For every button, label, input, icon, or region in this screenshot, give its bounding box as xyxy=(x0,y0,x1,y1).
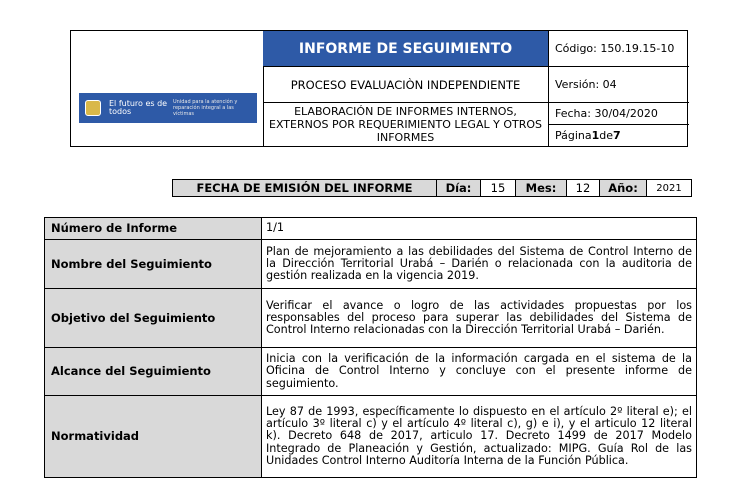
row-value: 1/1 xyxy=(262,218,697,240)
row-key: Objetivo del Seguimiento xyxy=(45,289,262,348)
row-key: Nombre del Seguimiento xyxy=(45,240,262,289)
month-label: Mes: xyxy=(516,180,567,196)
row-value: Verificar el avance o logro de las actividades propuestas por los responsables del proceso para superar las debilidades del Sistema de Control Interno relacionadas con la Dirección Territorial Urabá – Darién. xyxy=(262,289,697,348)
report-info-table xyxy=(44,217,697,478)
report-title: INFORME DE SEGUIMIENTO xyxy=(263,31,549,67)
year-value: 2021 xyxy=(656,182,682,194)
emission-label: FECHA DE EMISIÓN DEL INFORME xyxy=(173,180,437,196)
doc-date: Fecha: 30/04/2020 xyxy=(549,103,689,125)
page-of: de xyxy=(599,129,614,142)
page-prefix: Página xyxy=(555,129,592,142)
page-number: 1 xyxy=(591,129,600,142)
logo-cell xyxy=(71,31,264,146)
row-value: Plan de mejoramiento a las debilidades del Sistema de Control Interno de la Dirección Territorial Urabá – Darién o relacionada con la auditoria de gestión realizada en la vigencia 2019. xyxy=(262,240,697,289)
header-meta xyxy=(549,31,688,146)
month-value: 12 xyxy=(567,180,600,196)
row-value: Inicia con la verificación de la información cargada en el sistema de la Oficina de Control Interno y concluye con el presente informe de seguimiento. xyxy=(262,348,697,396)
document-header xyxy=(70,30,688,147)
year-label: Año: xyxy=(600,180,647,196)
logo-slogan: El futuro es de todos xyxy=(109,99,168,116)
table-row xyxy=(45,396,697,478)
page-indicator xyxy=(549,125,689,146)
subprocess-name: ELABORACIÓN DE INFORMES INTERNOS, EXTERNOS POR REQUERIMIENTO LEGAL Y OTROS INFORMES xyxy=(263,103,549,146)
doc-code: Código: 150.19.15-10 xyxy=(549,31,689,67)
process-name: PROCESO EVALUACIÒN INDEPENDIENTE xyxy=(263,67,549,103)
row-value: Ley 87 de 1993, específicamente lo dispuesto en el artículo 2º literal e); el artículo 3º literal c) y el artículo 4º literal c), g) e i), y el articulo 12 literal k). Decreto 648 de 2017, articulo 17. Decreto 1499 de 2017 Modelo Integrado de Planeación y Gestión, actualizado: MIPG. Guía Rol de las Unidades Control Interno Auditoría Interna de la Función Pública. xyxy=(262,396,697,478)
table-row xyxy=(45,240,697,289)
doc-version: Versión: 04 xyxy=(549,67,689,103)
header-middle xyxy=(263,31,549,146)
table-row xyxy=(45,289,697,348)
row-key: Normatividad xyxy=(45,396,262,478)
page-total: 7 xyxy=(613,129,621,142)
row-key: Alcance del Seguimiento xyxy=(45,348,262,396)
emission-date-strip xyxy=(172,179,692,197)
table-row xyxy=(45,218,697,240)
day-value: 15 xyxy=(481,180,516,196)
institution-logo xyxy=(79,93,257,123)
logo-entity-name: Unidad para la atención y reparación integral a las víctimas xyxy=(173,99,238,117)
table-row xyxy=(45,348,697,396)
row-key: Número de Informe xyxy=(45,218,262,240)
coat-of-arms-icon xyxy=(85,100,101,116)
day-label: Día: xyxy=(437,180,481,196)
